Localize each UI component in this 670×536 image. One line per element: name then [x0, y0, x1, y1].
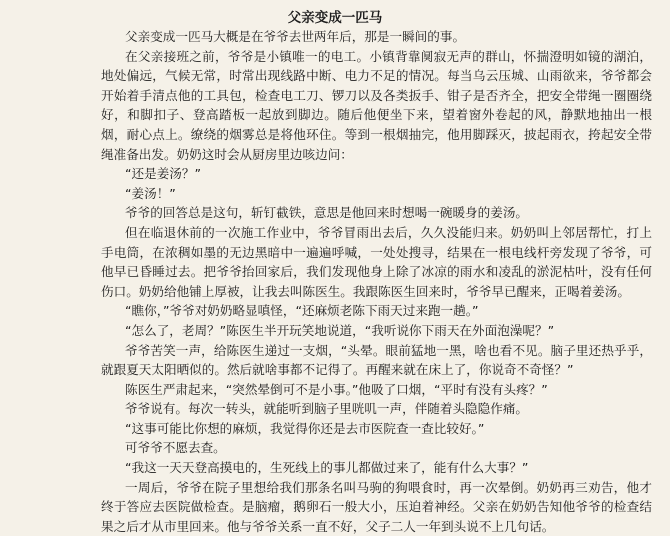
paragraph: “瞧你，”爷爷对奶奶略显嗔怪，“还麻烦老陈下雨天过来跑一趟。” — [125, 303, 479, 319]
paragraph: 爷爷的回答总是这句，斩钉截铁，意思是他回来时想喝一碗暖身的姜汤。 — [125, 205, 528, 221]
paragraph: 爷爷苦笑一声，给陈医生递过一支烟，“头晕。眼前猛地一黑，啥也看不见。脑子里还热乎乎，就跟夏天太阳晒似的。然后就啥事都不记得了。再醒来就在床上了，你说奇不奇怪？” — [101, 342, 652, 378]
paragraph: “还是姜汤？” — [125, 166, 202, 182]
paragraph: “怎么了，老周？”陈医生半开玩笑地说道，“我听说你下雨天在外面泡澡呢？” — [125, 322, 555, 338]
paragraph: 可爷爷不愿去查。 — [125, 440, 226, 456]
paragraph: 父亲变成一匹马大概是在爷爷去世两年后，那是一瞬间的事。 — [125, 29, 466, 44]
paragraph: “这事可能比你想的麻烦，我觉得你还是去市医院查一查比较好。” — [125, 420, 485, 436]
article-title: 父亲变成一匹马 — [287, 10, 383, 26]
paragraph: “我这一天天登高摸电的，生死线上的事儿都做过来了，能有什么大事？” — [125, 460, 529, 476]
article-body — [0, 27, 670, 536]
paragraph: 一周后，爷爷在院子里想给我们那条名叫马驹的狗喂食时，再一次晕倒。奶奶再三劝告，他才终于答应去医院做检查。是脑瘤，鹅卵石一般大小，压迫着神经。父亲在奶奶告知他爷爷的检查结果之后才从市里回来。他与爷爷关系一直不好，父子二人一年到头说不上几句话。 — [101, 479, 652, 534]
paragraph: “姜汤！” — [125, 185, 176, 201]
paragraph: 陈医生严肃起来，“突然晕倒可不是小事。”他吸了口烟，“平时有没有头疼？” — [125, 381, 548, 397]
paragraph: 爷爷说有。每次一转头，就能听到脑子里咣叽一声，伴随着头隐隐作痛。 — [125, 401, 528, 417]
paragraph: 但在临退休前的一次施工作业中，爷爷冒雨出去后，久久没能归来。奶奶叫上邻居帮忙，打上手电筒，在浓稠如墨的无边黑暗中一遍遍呼喊，一处处搜寻，结果在一根电线杆旁发现了爷爷，可他早已昏睡过去。把爷爷抬回家后，我们发现他身上除了冰凉的雨水和凌乱的淤泥枯叶，没有任何伤口。奶奶给他铺上厚被，让我去叫陈医生。我跟陈医生回来时，爷爷早已醒来，正喝着姜汤。 — [101, 224, 652, 299]
paragraph: 在父亲接班之前，爷爷是小镇唯一的电工。小镇背靠阒寂无声的群山，怀揣澄明如镜的湖泊，地处偏远，气候无常，时常出现线路中断、电力不足的情况。每当乌云压城、山雨欲来，爷爷都会开始着手清点他的工具包，检查电工刀、锣刀以及各类扳手、钳子是否齐全，把安全带绳一圈圈绕好，和脚扣子、登高踏板一起放到脚边。随后他便坐下来，望着窗外卷起的风，静默地抽出一根烟，耐心点上。缭绕的烟雾总是将他环住。等到一根烟抽完，他用脚踩灭，披起雨衣，挎起安全带绳准备出发。奶奶这时会从厨房里边咳边问： — [101, 48, 652, 162]
